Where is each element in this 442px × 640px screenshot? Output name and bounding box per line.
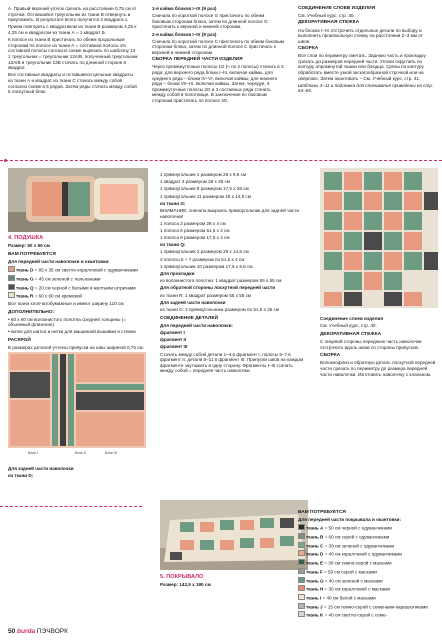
section-heading: 1-я кайма блоков I–IX (9 раз) <box>152 6 217 11</box>
fabric-label: ткань K <box>306 612 324 618</box>
section-heading: Соединение слоев изделия <box>320 316 384 321</box>
fabric-label: ткань J <box>306 604 323 610</box>
fabric-desc: = 40 см светло-серой с семе- <box>323 612 388 618</box>
fabric-item <box>8 266 148 273</box>
fabric-label: ткань G <box>306 578 324 583</box>
cut-item: 1 полоса 9 размером 17,5 x 4 см <box>160 235 230 241</box>
fabric-item <box>298 568 438 575</box>
fabric-swatch <box>298 542 305 548</box>
fabric-swatch <box>298 533 305 539</box>
section-heading: СБОРКА <box>320 353 341 359</box>
cut-item: 1 прямоугольник 8 размером 17,5 x 28 см <box>160 186 249 192</box>
paragraph: См. Учебный курс, стр. 40. <box>320 323 377 329</box>
section-heading: ВАМ ПОТРЕБУЕТСЯ <box>298 510 346 515</box>
fabric-item <box>298 603 438 610</box>
pillow-photo <box>8 168 148 232</box>
paragraph: С лицевой стороны переднюю часть наволочки отстрочить вдоль швов со стороны припусков. <box>320 338 422 350</box>
paragraph: См. Учебный курс, стр. 40. <box>298 13 355 19</box>
fabric-swatch <box>8 275 15 281</box>
project-title: 4. ПОДУШКА <box>8 235 44 241</box>
fabric-label: ткань C <box>306 543 324 549</box>
page-number: 50 <box>8 628 16 635</box>
section-heading: СОЕДИНЕНИЕ СЛОЕВ ИЗДЕЛИЯ <box>298 6 376 11</box>
fabric-label: ткань B <box>306 534 324 540</box>
fabric-swatch <box>298 577 305 583</box>
fabric-desc: = 50 см серой с масками <box>322 569 377 575</box>
stitch-divider <box>0 160 442 161</box>
fabric-swatch <box>298 594 305 600</box>
stitch-divider <box>0 506 142 507</box>
section-heading: ДОПОЛНИТЕЛЬНО: <box>8 309 55 315</box>
fabric-desc: = 50 см черной с одуванчиками <box>323 525 392 531</box>
fabric-item <box>298 550 438 557</box>
cut-item: из ткани G: 2 прямоугольника размером по 51,5 x 35 см <box>160 306 280 312</box>
fabric-heading: Для передней части наволочки и окантовки: <box>8 258 110 264</box>
fabric-swatch <box>8 284 15 290</box>
fabric-desc: = 30 см коралловой с масками <box>323 586 391 592</box>
quilt-photo <box>320 168 438 308</box>
fabric-desc: = 45 см зеленой с тюльпанами <box>33 276 101 282</box>
section-heading: РАСКРОЙ <box>8 338 31 344</box>
fabric-item <box>298 577 438 584</box>
top-col-1 <box>8 6 138 96</box>
section-heading: ВАМ ПОТРЕБУЕТСЯ <box>8 251 56 257</box>
fabric-desc: = 40 см зеленой с масками <box>323 578 383 583</box>
fabric-swatch <box>8 292 15 298</box>
paragraph: Сначала по короткой полосе G пристачать по обеим боковым сторонам блока, затем по длинной полосе G пристачать к верхней и нижней сторонам. <box>152 13 268 30</box>
cut-heading: Для задней части наволочки <box>160 299 226 305</box>
section-heading: СБОРКА ПЕРЕДНЕЙ ЧАСТИ ИЗДЕЛИЯ <box>152 57 243 63</box>
fabric-list <box>8 266 148 299</box>
fabric-label: ткань E <box>306 560 324 566</box>
paragraph: Все слои по периметру сметать. Заднюю часть и прокладку срезать до размеров передней части. Уголки скруглить по контуру опрокинутой чашки или блюдца. Срезы по контуру обработать вместе узкой зигзагообразной строчкой или на оверлоке. Затем окантовать – См. Учебный курс, стр. 41. <box>298 53 426 81</box>
section-heading: ДЕКОРАТИВНАЯ СТЕЖКА <box>320 331 382 337</box>
blanket-fabrics <box>298 510 438 620</box>
fabric-item <box>298 594 438 601</box>
fabric-label: ткань A <box>306 525 324 531</box>
block-label: Блок III <box>105 451 117 455</box>
fabric-item <box>8 275 148 282</box>
paragraph: A. Правый верхний уголок срезать на расстоянии 0,75 см от строчки. Оставшийся треугольник из ткани B отвернуть и приутюжить. В результате всего получится 2 квадрата з. <box>8 6 137 23</box>
fabric-desc: = 40 см коралловой с одуванчиками <box>323 551 402 557</box>
fabric-item <box>298 524 438 531</box>
fabric-desc: = 40 см белой с масками <box>321 595 376 601</box>
pillow-cut-list <box>160 172 306 375</box>
block-label: Блок I <box>28 451 38 455</box>
top-col-2 <box>152 6 284 105</box>
pillow-finish <box>320 316 438 379</box>
fabric-desc: = 20 см черной с белыми и желтыми штрихами <box>33 285 136 291</box>
fabric-item <box>298 542 438 549</box>
paragraph: Сначала по короткой полосе C пристачать по обеим боковым сторонам блока, затем по длинной полосе C пристачать к верхней и нижней сторонам. <box>152 38 284 55</box>
block-label: Блок II <box>75 451 86 455</box>
cut-item: 1 прямоугольник 2 размером 28 x 14,5 см <box>160 249 249 255</box>
cut-item: из волокнистого полотна: 1 квадрат размером 55 x 55 см <box>160 278 282 284</box>
fabric-desc: = 30 см зеленой с одуванчиками <box>323 543 395 549</box>
fabric-swatch <box>8 266 15 272</box>
join-part: фрагмент I <box>160 329 185 335</box>
cut-heading: Для обратной стороны лоскутной передней части <box>160 285 276 291</box>
fabric-label: ткань G <box>16 276 34 282</box>
section-heading: СОЕДИНЕНИЕ ДЕТАЛЕЙ <box>160 315 219 321</box>
section-name: ПЭЧВОРК <box>36 628 68 635</box>
paragraph: Прием повторить с квадратиком из ткани В размером 4,25 х 4,25 см и квадратом из ткани А = 1 квадрат Б. <box>8 24 137 35</box>
fabric-label: ткань F <box>306 569 323 575</box>
page-footer <box>8 628 68 635</box>
join-part: фрагмент II <box>160 337 187 343</box>
fabric-swatch <box>298 524 305 530</box>
extra-item: • нитки для шитья и нитки для машинной вышивки и стежки <box>8 329 136 335</box>
fabric-desc: = 60 см серой с одуванчиками <box>323 534 390 540</box>
fabric-desc: = 60 x 60 см кремовой <box>33 293 82 299</box>
fabric-desc: = 30 см темно-серой с масками <box>323 560 392 566</box>
fabric-desc: = 85 x 35 см светло-коралловой с одуванчиками <box>33 267 138 273</box>
stitch-dot <box>4 159 7 162</box>
paragraph: Стачать между собой детали 1–4 в фрагмент I, полосы 5–7 в фрагмент II, детали 8–11 в фрагмент III. Припуски швов на каждом фрагменте заутюжить в одну сторону. Фрагменты I–III стачать между собой = передняя часть наволочки. <box>160 351 304 374</box>
project-title: 5. ПОКРЫВАЛО <box>160 574 204 580</box>
fabric-desc: = 15 см темно-серой с семенами-парашютиками <box>322 604 428 610</box>
fabric-note: Все ткани хлопчатобумажные и имеют ширину 110 см. <box>8 300 125 306</box>
section-heading: из ткани D: <box>8 473 34 479</box>
fabric-item <box>298 585 438 592</box>
paragraph: На блоках I–IX отстрочить отдельные детали по выбору и выполнить произвольную стежку на расстоянии 2–3 мм от швов. <box>298 27 423 44</box>
fabric-item <box>298 559 438 566</box>
project-size: Размер: 50 x 50 см <box>8 243 50 249</box>
extra-item: • 60 x 60 см волокнистого полотна средней толщины (= объемный флизелин) <box>8 316 126 328</box>
cut-heading: из ткани Q: <box>160 242 186 248</box>
cut-item: 2 полосы 5 + 7 размером по 51,5 x 4 см <box>160 256 245 262</box>
fabric-swatch <box>298 611 305 617</box>
fabric-label: ткань R <box>16 293 34 299</box>
fabric-label: ткань H <box>306 586 324 592</box>
section-heading: СБОРКА <box>298 45 319 51</box>
fabric-item <box>8 292 148 299</box>
pillow-info <box>8 236 148 352</box>
fabric-item <box>298 533 438 540</box>
blanket-photo <box>160 500 308 570</box>
fabric-label: ткань Q <box>16 285 34 291</box>
fabric-item <box>8 284 148 291</box>
section-heading: 2-я кайма блоков I–IX (9 раз) <box>152 31 217 37</box>
paragraph: Через промежуточные полосы 1G (≈ по 2 полосы) стачать в 3 ряда: для верхнего ряда блоки I–III, включая каймы, для среднего ряда – блоки IV–VI, включая каймы; для нижнего ряда – блоки VII–IX, включая каймы. Затем, чередуя, 4 промежуточные полосы 2G и 3 составных ряда стачать между собой в полотнище. В заключение по боковым сторонам пристачать по полосе 3G. <box>152 64 284 103</box>
fabric-label: ткань D <box>306 551 324 557</box>
paragraph: Шаблоны 4–11 и подложка для стачивания приведены на стр. 64–65. <box>298 82 434 94</box>
cut-item: 1 полоса 3 размером 28 x 4 см <box>160 220 226 226</box>
fabric-heading: Для передней части покрывала и окантовки: <box>298 517 401 523</box>
cut-item: 1 прямоугольник 10 размером 17,5 x 9,5 см <box>160 263 253 269</box>
paragraph: К полосе из ткани В пристачать по обеим продольным сторонам по полосе из ткани А = составная полоса. Из составной полосы согласно схеме вырезать по шаблону 13 1 треугольник = треугольник 13А/В, полученный треугольник 13А/В и треугольник 13В стачать по длинной стороне в квадрат. <box>8 37 138 71</box>
section-heading: Для задней части наволочки <box>8 466 74 471</box>
paragraph: Все составные квадраты и оставшиеся цельные квадраты из ткани А и квадрат из ткани С стачать между собой согласно схеме в 5 рядов. Затем ряды стачать между собой в лоскутный блок. <box>8 72 137 95</box>
paragraph: Волокнофлиз и обратную деталь лоскутной передней части срезать по периметру до размера передней части наволочки. Изготовить наволочку с клапаном. <box>320 360 436 377</box>
cut-note: ВНИМАНИЕ: сначала выкроить прямоугольник для задней части наволочки! <box>160 207 300 219</box>
cut-item: 1 квадрат 4 размером 28 x 28 см <box>160 179 230 185</box>
fabric-swatch <box>298 585 305 591</box>
cut-item: 1 прямоугольник 1 размером 28 x 9,5 см <box>160 172 247 177</box>
cut-item: 1 полоса 6 размером 51,5 x 4 см <box>160 227 230 233</box>
top-col-3 <box>298 6 436 95</box>
fabric-swatch <box>298 550 305 556</box>
join-part: Для передней части наволочки: <box>160 322 233 328</box>
paragraph: В размерах деталей учтены припуски на швы шириной 0,75 см. <box>8 345 144 351</box>
cut-heading: из ткани G: <box>160 200 186 206</box>
cut-item: из ткани R: 1 квадрат размером 55 x 55 см <box>160 292 252 298</box>
cut-item: 1 прямоугольник 11 размером 18 x 14,5 см <box>160 193 251 199</box>
brand-logo: burda <box>17 628 36 635</box>
blanket-heading <box>160 575 306 589</box>
pillow-diagram <box>8 352 146 448</box>
fabric-swatch <box>298 603 305 609</box>
fabric-swatch <box>298 559 305 565</box>
project-size: Размер: 142,5 x 190 см <box>160 582 211 588</box>
fabric-label: ткань I <box>306 595 322 601</box>
fabric-swatch <box>298 568 305 574</box>
join-part: фрагмент III <box>160 344 188 350</box>
fabric-label: ткань D <box>16 267 34 273</box>
cut-heading: Для прокладки <box>160 271 195 277</box>
section-heading: ДЕКОРАТИВНАЯ СТЕЖКА <box>298 20 360 26</box>
fabric-item <box>298 611 438 618</box>
back-cut-info <box>8 466 148 480</box>
